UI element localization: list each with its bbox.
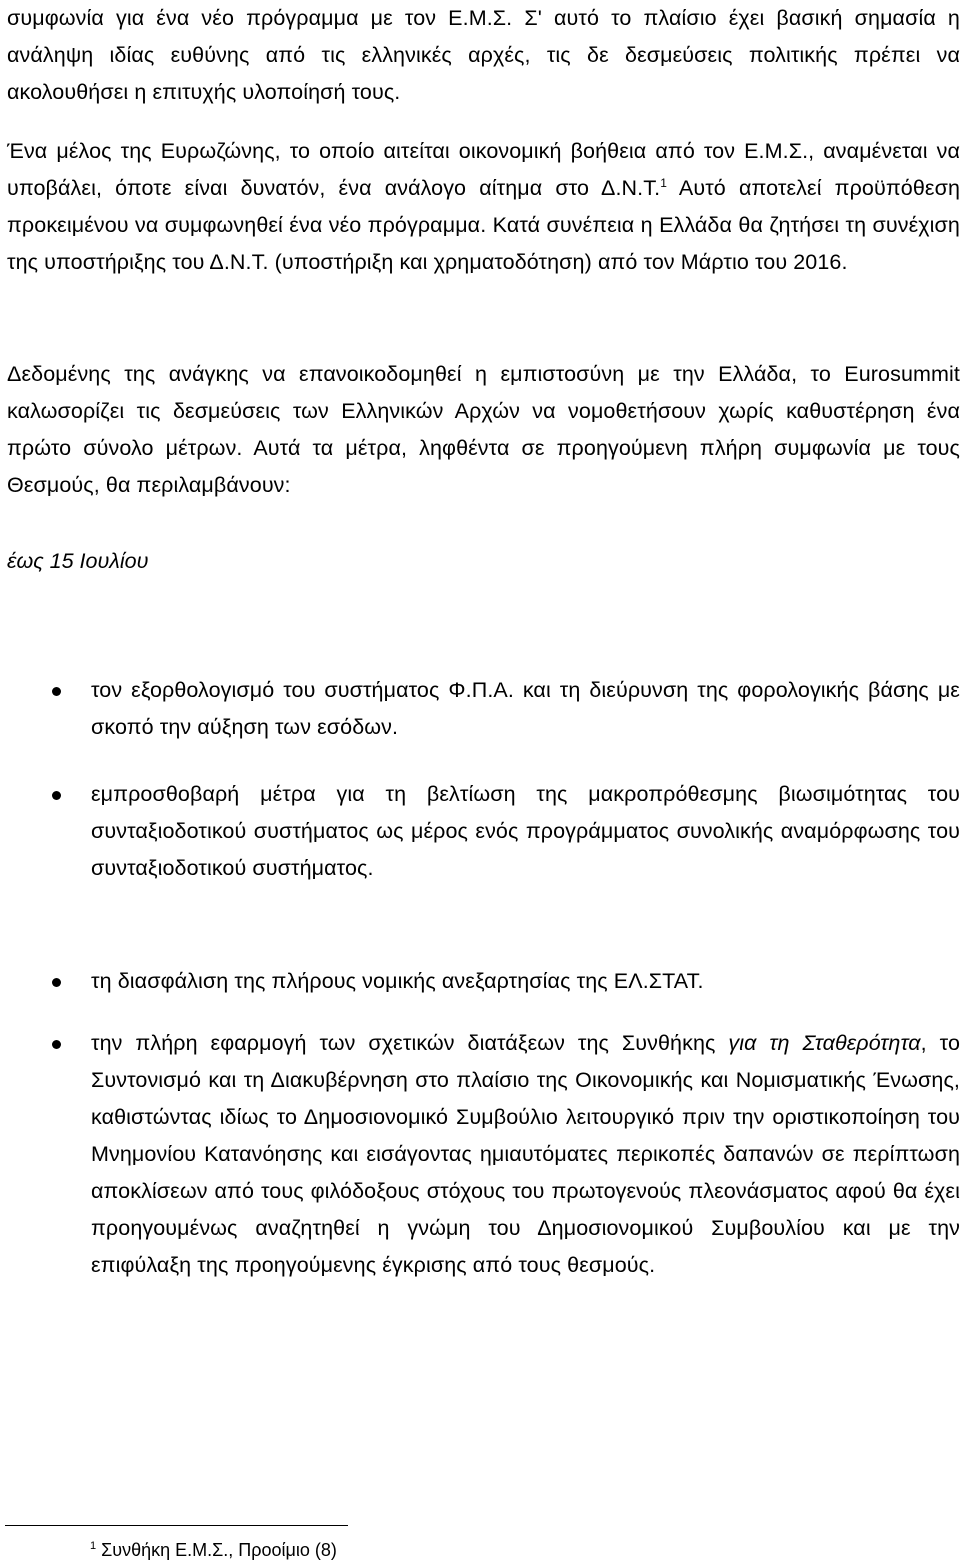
list-item-text-start: την πλήρη εφαρμογή των σχετικών διατάξεων της Συνθήκης bbox=[91, 1031, 729, 1055]
list-item-text: τον εξορθολογισμό του συστήματος Φ.Π.Α. και τη διεύρυνση της φορολογικής βάσης με σκοπό την αύξηση των εσόδων. bbox=[91, 678, 960, 739]
footnote-reference: 1 bbox=[660, 175, 667, 190]
bullet-icon bbox=[52, 687, 61, 696]
paragraph-imf-request-text-cont: Αυτό αποτελεί προϋπόθεση προκειμένου να συμφωνηθεί ένα νέο πρόγραμμα. Κατά συνέπεια η Ελλάδα θα ζητήσει τη συνέχιση της υποστήριξης του Δ.Ν.Τ. (υποστήριξη και χρηματοδότηση) από τον Μάρτιο του 2016. bbox=[7, 176, 960, 274]
bullet-icon bbox=[52, 1040, 61, 1049]
bullet-icon bbox=[52, 978, 61, 987]
list-item-text: εμπροσθοβαρή μέτρα για τη βελτίωση της μακροπρόθεσμης βιωσιμότητας του συνταξιοδοτικού συστήματος ως μέρος ενός προγράμματος συνολικής αναμόρφωσης του συνταξιοδοτικού συστήματος. bbox=[91, 782, 960, 880]
list-item-text bbox=[91, 1025, 960, 1284]
paragraph-imf-request bbox=[7, 133, 960, 281]
paragraph-eurosummit-measures: Δεδομένης της ανάγκης να επανοικοδομηθεί η εμπιστοσύνη με την Ελλάδα, το Eurosummit καλωσορίζει τις δεσμεύσεις των Ελληνικών Αρχών να νομοθετήσουν χωρίς καθυστέρηση ένα πρώτο σύνολο μέτρων. Αυτά τα μέτρα, ληφθέντα σε προηγούμενη πλήρη συμφωνία με τους Θεσμούς, θα περιλαμβάνουν: bbox=[7, 362, 960, 497]
list-item-text: τη διασφάλιση της πλήρους νομικής ανεξαρτησίας της ΕΛ.ΣΤΑΤ. bbox=[91, 969, 704, 993]
bullet-icon bbox=[52, 791, 61, 800]
footnote-separator bbox=[5, 1525, 348, 1526]
list-item-text-rest: , το Συντονισμό και τη Διακυβέρνηση στο πλαίσιο της Οικονομικής και Νομισματικής Ένωσης, καθιστώντας ιδίως το Δημοσιονομικό Συμβούλιο λειτουργικό πριν την οριστικοποίηση του Μνημονίου Κατανόησης και εισάγοντας ημιαυτόματες περικοπές δαπανών σε περίπτωση αποκλίσεων από τους φιλόδοξους στόχους του πρωτογενούς πλεονάσματος αφού θα έχει προηγουμένως αναζητηθεί η γνώμη του Δημοσιονομικού Συμβουλίου και με την επιφύλαξη της προηγούμενης έγκρισης από τους θεσμούς. bbox=[91, 1031, 960, 1277]
treaty-name-italic: για τη Σταθερότητα bbox=[728, 1031, 921, 1055]
paragraph-imf-request-text: Ένα μέλος της Ευρωζώνης, το οποίο αιτείται οικονομική βοήθεια από τον Ε.Μ.Σ., αναμένεται να υποβάλει, όποτε είναι δυνατόν, ένα ανάλογο αίτημα στο Δ.Ν.Τ. bbox=[7, 139, 960, 200]
footnote-text: Συνθήκη Ε.Μ.Σ., Προοίμιο (8) bbox=[96, 1540, 337, 1560]
date-heading: έως 15 Ιουλίου bbox=[7, 549, 149, 573]
footnote-marker: 1 bbox=[90, 1540, 97, 1552]
footnote bbox=[90, 1538, 337, 1562]
paragraph-program-agreement: συμφωνία για ένα νέο πρόγραμμα με τον Ε.Μ.Σ. Σ' αυτό το πλαίσιο έχει βασική σημασία η ανάληψη ιδίας ευθύνης από τις ελληνικές αρχές, τις δε δεσμεύσεις πολιτικής πρέπει να ακολουθήσει η επιτυχής υλοποίησή τους. bbox=[7, 6, 960, 104]
